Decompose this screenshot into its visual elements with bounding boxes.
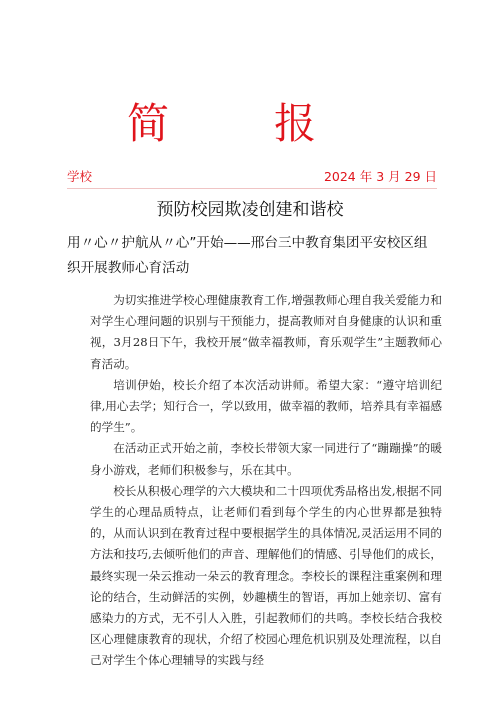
masthead-char-jian: 简 bbox=[127, 99, 170, 148]
masthead bbox=[0, 98, 500, 158]
paragraph: 为切实推进学校心理健康教育工作,增强教师心理自我关爱能力和对学生心理问题的识别与干预能力，提高教师对自身健康的认识和重视，3月28日下午，我校开展“做幸福教师，育乐观学生”主题教师心育活动。 bbox=[90, 293, 442, 371]
headline: 预防校园欺凌创建和谐校 bbox=[156, 200, 344, 220]
header-divider bbox=[67, 188, 437, 189]
article-body bbox=[90, 290, 442, 672]
paragraph: 校长从积极心理学的六大模块和二十四项优秀品格出发,根据不同学生的心理品质特点，让老师们看到每个学生的内心世界都是独特的，从而认识到在教育过程中要根据学生的具体情况,灵活运用不同的方法和技巧,去倾听他们的声音、理解他们的情感、引导他们的成长，最终实现一朵云推动一朵云的教育理念。李校长的课程注重案例和理论的结合，生动鲜活的实例，妙趣横生的智语，再加上她亲切、富有感染力的方式，无不引人入胜，引起教师们的共鸣。李校长结合我校区心理健康教育的现状，介绍了校园心理危机识别及处理流程，以自己对学生个体心理辅导的实践与经 bbox=[90, 483, 442, 668]
school-label: 学校 bbox=[67, 169, 93, 184]
paragraph: 在活动正式开始之前，李校长带领大家一同进行了“蹦蹦操”的暖身小游戏，老师们积极参与，乐在其中。 bbox=[90, 441, 442, 477]
subheadline: 用〃心〃护航从〃心”开始——邢台三中教育集团平安校区组织开展教师心育活动 bbox=[67, 235, 428, 276]
meta-row bbox=[67, 167, 437, 185]
masthead-char-bao: 报 bbox=[274, 99, 317, 148]
paragraph: 培训伊始，校长介绍了本次活动讲师。希望大家：“遵守培训纪律,用心去学；知行合一，学以致用，做幸福的教师，培养具有幸福感的学生”。 bbox=[90, 377, 442, 435]
issue-date: 2024 年 3 月 29 日 bbox=[323, 169, 437, 184]
